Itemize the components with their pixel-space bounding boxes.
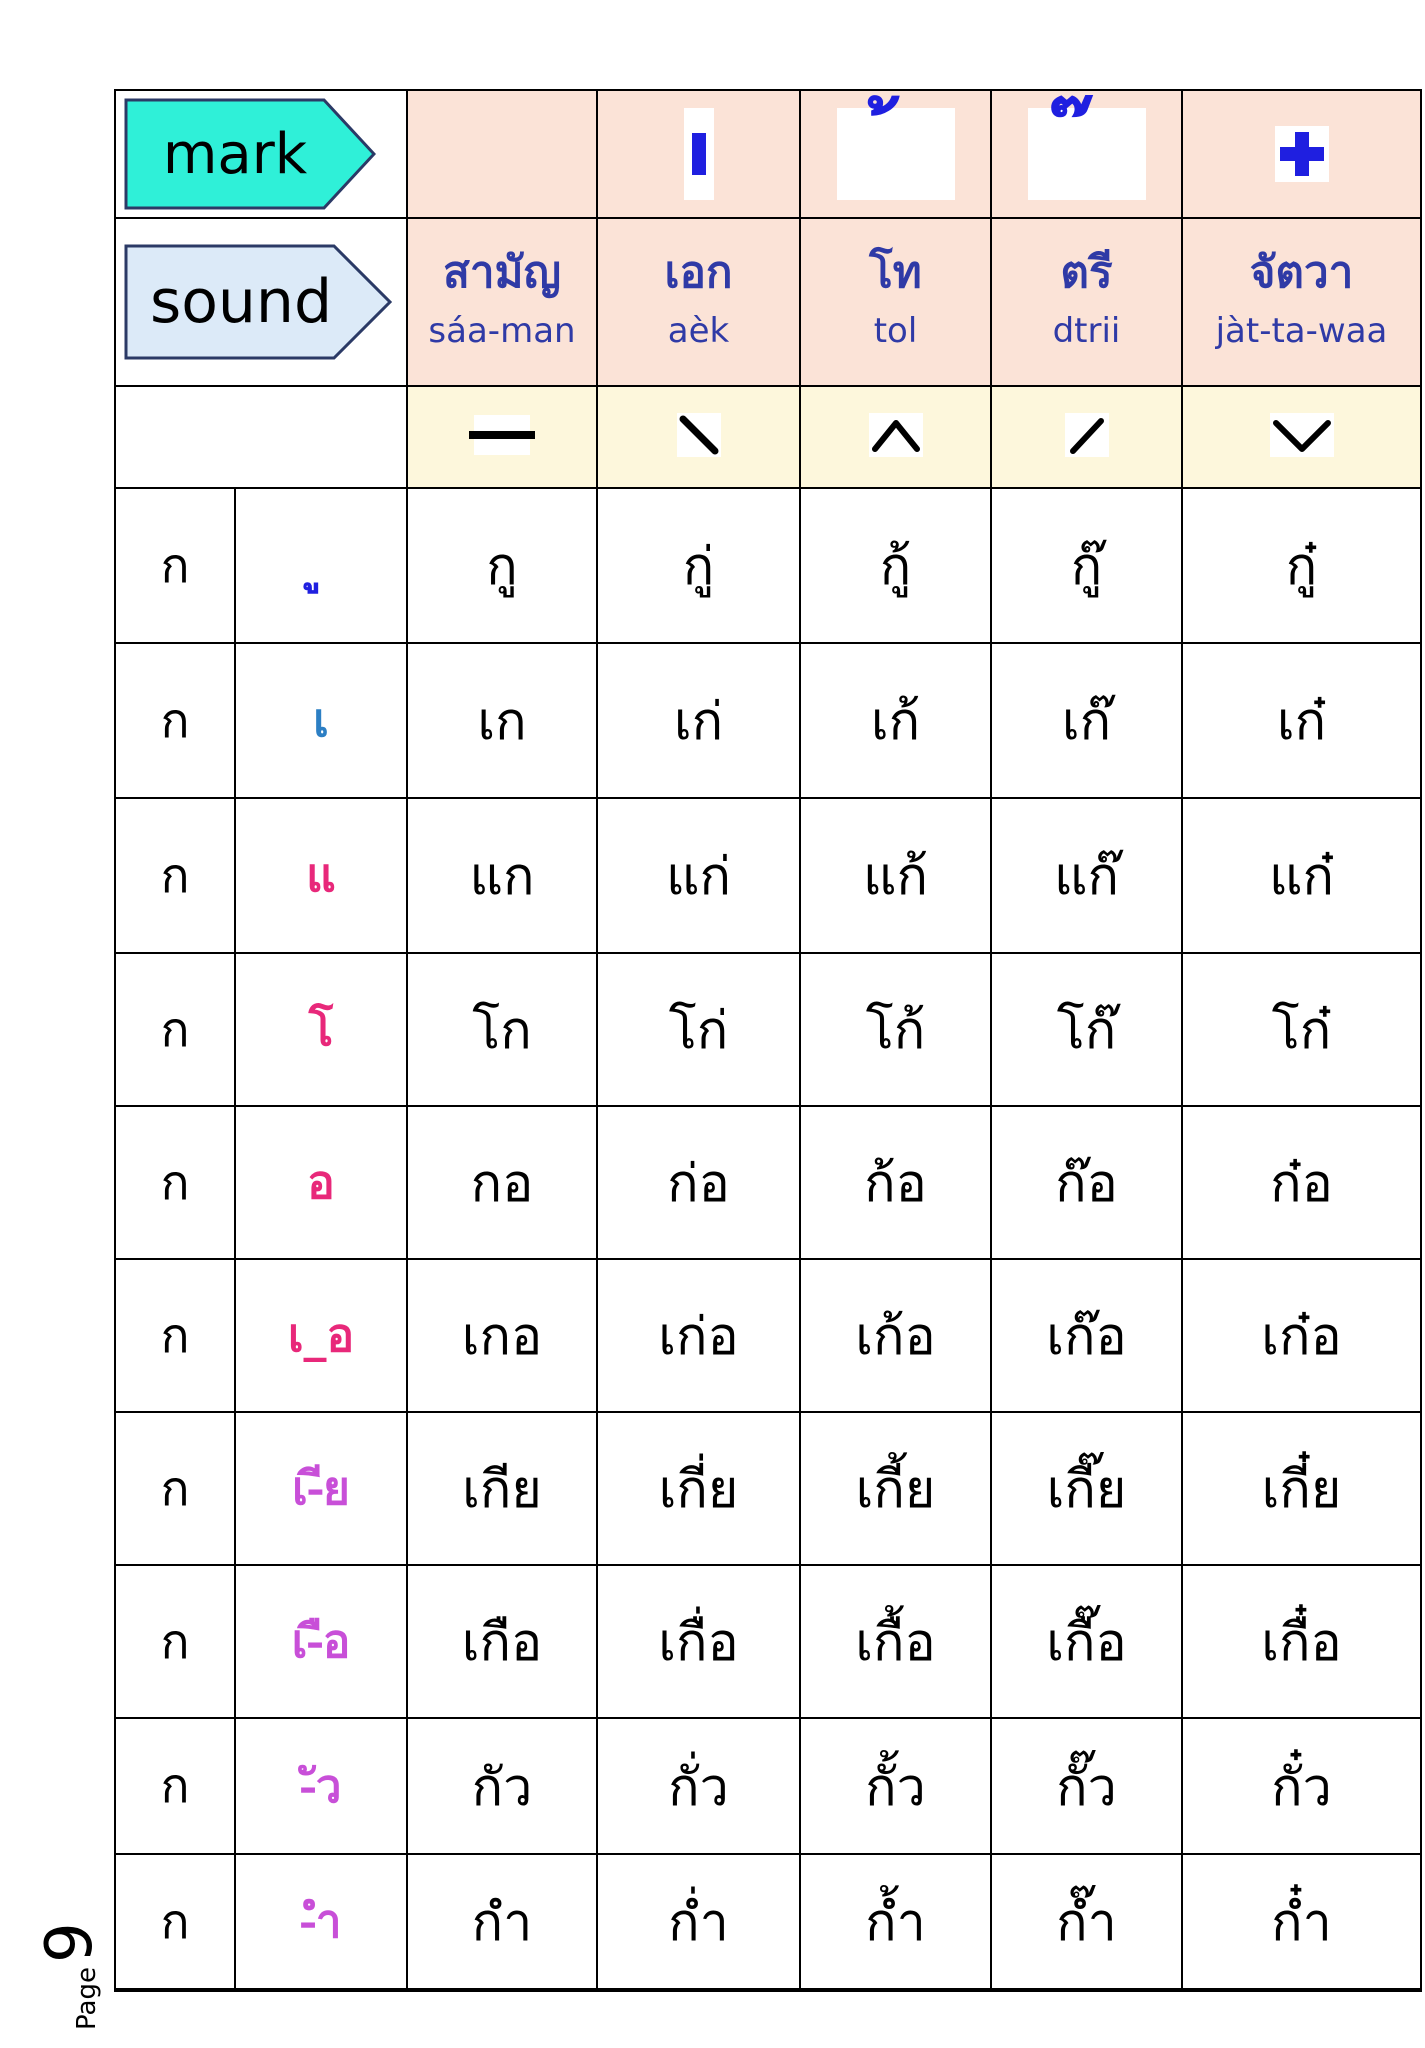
- syllable-row: [115, 643, 1421, 798]
- syllable-cell: แก่: [597, 798, 800, 953]
- rising-contour-icon: [1065, 413, 1109, 457]
- vowel-cell: เ-ือ: [235, 1565, 407, 1718]
- tone-mark-aek: [597, 90, 800, 218]
- vowel-cell: เ-ีย: [235, 1412, 407, 1565]
- vowel-cell: โ: [235, 953, 407, 1106]
- tone-chart: [114, 89, 1420, 1984]
- tone-name-thai: จัตวา: [1249, 247, 1354, 299]
- vowel-cell: เ: [235, 643, 407, 798]
- syllable-cell: ก๊ำ: [991, 1854, 1182, 1990]
- consonant-cell: ก: [115, 1106, 235, 1259]
- syllable-cell: โก้: [800, 953, 991, 1106]
- syllable-cell: ก้ำ: [800, 1854, 991, 1990]
- consonant-cell: ก: [115, 953, 235, 1106]
- syllable-cell: เก๋อ: [1182, 1259, 1421, 1412]
- syllable-row: [115, 953, 1421, 1106]
- tone-name-roman: sáa-man: [428, 310, 576, 351]
- syllable-row: [115, 1106, 1421, 1259]
- sound-label-cell: [115, 218, 407, 386]
- syllable-cell: ก่ำ: [597, 1854, 800, 1990]
- syllable-cell: ก๋อ: [1182, 1106, 1421, 1259]
- syllable-cell: กู๋: [1182, 488, 1421, 643]
- vowel-cell: เ_อ: [235, 1259, 407, 1412]
- syllable-cell: เก๋: [1182, 643, 1421, 798]
- mark-label: mark: [162, 121, 308, 187]
- syllable-cell: เกี่ย: [597, 1412, 800, 1565]
- vowel-cell: -ำ: [235, 1854, 407, 1990]
- syllable-cell: แก้: [800, 798, 991, 953]
- vowel-cell: -ัว: [235, 1718, 407, 1854]
- syllable-cell: กู๊: [991, 488, 1182, 643]
- syllable-cell: เกื้อ: [800, 1565, 991, 1718]
- vowel-cell: แ: [235, 798, 407, 953]
- syllable-cell: กัว: [407, 1718, 597, 1854]
- tone-name-cell: [991, 218, 1182, 386]
- syllable-cell: เก้: [800, 643, 991, 798]
- mai-tri-mark-icon: [1028, 108, 1146, 200]
- flat-contour-icon: [474, 415, 530, 455]
- contour-cell: [1182, 386, 1421, 488]
- syllable-cell: เก่อ: [597, 1259, 800, 1412]
- rise-fall-contour-icon: [869, 413, 923, 457]
- syllable-cell: เกี้ย: [800, 1412, 991, 1565]
- consonant-cell: ก: [115, 488, 235, 643]
- tone-table: [114, 89, 1422, 1992]
- tone-name-roman: dtrii: [1052, 310, 1121, 351]
- syllable-cell: เกื่อ: [597, 1565, 800, 1718]
- syllable-cell: เก๊อ: [991, 1259, 1182, 1412]
- page-number-value: 9: [33, 1922, 108, 1964]
- syllable-cell: ก๊อ: [991, 1106, 1182, 1259]
- sound-label: sound: [149, 267, 333, 337]
- mark-label-cell: [115, 90, 407, 218]
- consonant-cell: ก: [115, 643, 235, 798]
- syllable-cell: กอ: [407, 1106, 597, 1259]
- sound-row: [115, 218, 1421, 386]
- syllable-cell: ก่อ: [597, 1106, 800, 1259]
- tone-name-roman: tol: [873, 310, 918, 351]
- syllable-row: [115, 1412, 1421, 1565]
- syllable-row: [115, 1259, 1421, 1412]
- page-label: Page: [72, 1967, 102, 2030]
- syllable-cell: ก๋ำ: [1182, 1854, 1421, 1990]
- syllable-cell: เก้อ: [800, 1259, 991, 1412]
- syllable-cell: เกี๊ย: [991, 1412, 1182, 1565]
- syllable-cell: กั่ว: [597, 1718, 800, 1854]
- syllable-cell: กู่: [597, 488, 800, 643]
- syllable-cell: เก๊: [991, 643, 1182, 798]
- tone-mark-chattawa: [1182, 90, 1421, 218]
- page-number: [30, 1880, 108, 2030]
- syllable-cell: เกี๋ย: [1182, 1412, 1421, 1565]
- syllable-cell: ก้อ: [800, 1106, 991, 1259]
- syllable-row: [115, 1854, 1421, 1990]
- consonant-cell: ก: [115, 1718, 235, 1854]
- syllable-cell: กั๋ว: [1182, 1718, 1421, 1854]
- consonant-cell: ก: [115, 1259, 235, 1412]
- contour-cell: [991, 386, 1182, 488]
- contour-row: [115, 386, 1421, 488]
- mai-chattawa-mark-icon: [1275, 126, 1329, 182]
- falling-contour-icon: [677, 413, 721, 457]
- tone-name-thai: สามัญ: [442, 247, 562, 299]
- sound-arrow: [124, 244, 392, 360]
- tone-name-cell: [407, 218, 597, 386]
- tone-mark-tho: [800, 90, 991, 218]
- tone-name-cell: [1182, 218, 1421, 386]
- syllable-cell: โก่: [597, 953, 800, 1106]
- syllable-cell: เกื๋อ: [1182, 1565, 1421, 1718]
- tone-name-thai: โท: [869, 247, 922, 299]
- consonant-cell: ก: [115, 1565, 235, 1718]
- syllable-cell: กั้ว: [800, 1718, 991, 1854]
- contour-cell: [407, 386, 597, 488]
- syllable-cell: โก๋: [1182, 953, 1421, 1106]
- syllable-cell: เกื๊อ: [991, 1565, 1182, 1718]
- tone-name-cell: [800, 218, 991, 386]
- tone-name-thai: ตรี: [1060, 247, 1113, 299]
- syllable-cell: กู้: [800, 488, 991, 643]
- mai-ek-mark-icon: [684, 108, 714, 200]
- syllable-cell: เก่: [597, 643, 800, 798]
- mark-arrow: [124, 98, 376, 210]
- tone-mark-tri: [991, 90, 1182, 218]
- syllable-cell: โก๊: [991, 953, 1182, 1106]
- tone-mark-samann: [407, 90, 597, 218]
- syllable-cell: เกอ: [407, 1259, 597, 1412]
- consonant-cell: ก: [115, 1854, 235, 1990]
- consonant-cell: ก: [115, 798, 235, 953]
- syllable-cell: เกือ: [407, 1565, 597, 1718]
- syllable-cell: เกีย: [407, 1412, 597, 1565]
- mark-row: [115, 90, 1421, 218]
- syllable-cell: เก: [407, 643, 597, 798]
- tone-name-thai: เอก: [664, 247, 733, 299]
- syllable-cell: โก: [407, 953, 597, 1106]
- vowel-cell: [235, 488, 407, 643]
- syllable-row: [115, 798, 1421, 953]
- syllable-cell: แก: [407, 798, 597, 953]
- consonant-cell: ก: [115, 1412, 235, 1565]
- syllable-row: [115, 1718, 1421, 1854]
- tone-name-cell: [597, 218, 800, 386]
- vowel-cell: อ: [235, 1106, 407, 1259]
- contour-cell: [597, 386, 800, 488]
- mai-tho-mark-icon: [837, 108, 955, 200]
- syllable-cell: กำ: [407, 1854, 597, 1990]
- fall-rise-contour-icon: [1270, 413, 1334, 457]
- syllable-cell: กั๊ว: [991, 1718, 1182, 1854]
- syllable-row: [115, 1565, 1421, 1718]
- syllable-cell: กู: [407, 488, 597, 643]
- tone-name-roman: jàt-ta-waa: [1215, 310, 1388, 351]
- syllable-cell: แก๋: [1182, 798, 1421, 953]
- syllable-cell: แก๊: [991, 798, 1182, 953]
- contour-cell: [800, 386, 991, 488]
- syllable-row: [115, 488, 1421, 643]
- tone-name-roman: aèk: [667, 310, 730, 351]
- contour-label-cell: [115, 386, 407, 488]
